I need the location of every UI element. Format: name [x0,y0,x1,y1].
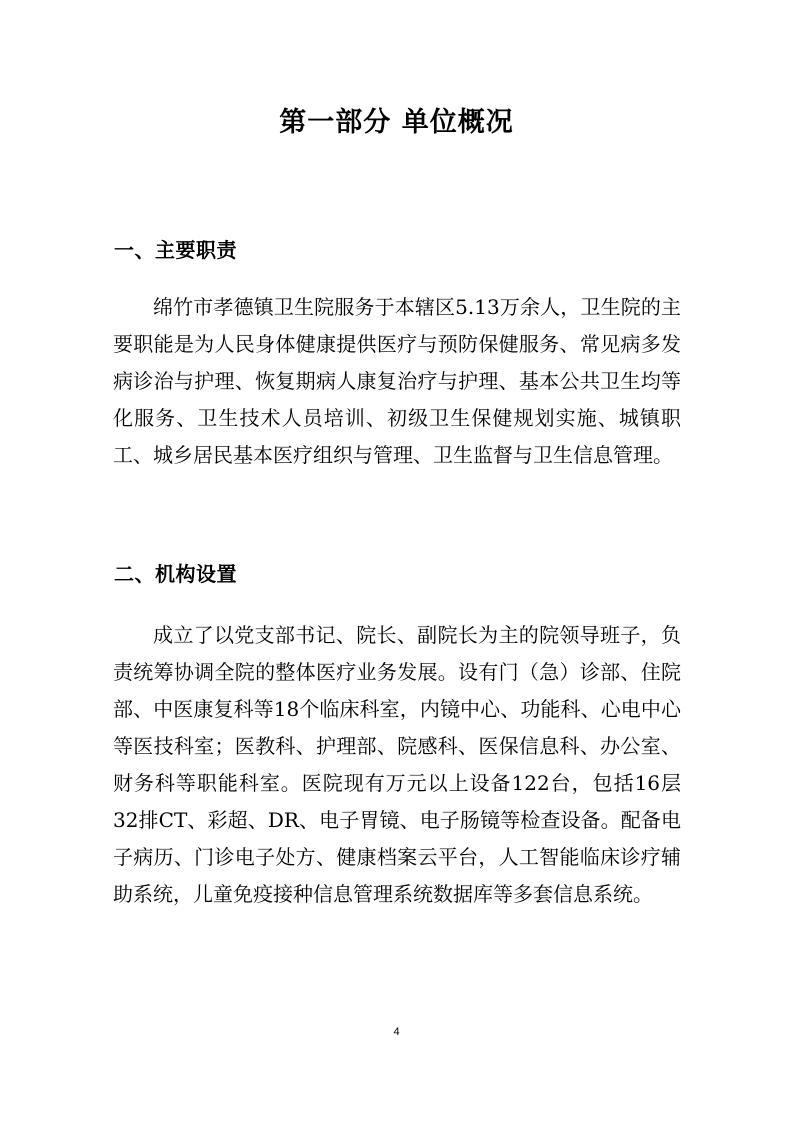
section-paragraph-responsibilities: 绵竹市孝德镇卫生院服务于本辖区5.13万余人，卫生院的主要职能是为人民身体健康提供医疗与预防保健服务、常见病多发病诊治与护理、恢复期病人康复治疗与护理、基本公共卫生均等化服务、卫生技术人员培训、初级卫生保健规划实施、城镇职工、城乡居民基本医疗组织与管理、卫生监督与卫生信息管理。 [113,295,681,467]
section-heading-responsibilities: 一、主要职责 [114,238,237,262]
page-number: 4 [393,1026,400,1038]
section-heading-organization: 二、机构设置 [114,562,237,586]
section-paragraph-organization: 成立了以党支部书记、院长、副院长为主的院领导班子，负责统筹协调全院的整体医疗业务发展。设有门（急）诊部、住院部、中医康复科等18个临床科室，内镜中心、功能科、心电中心等医技科室；医教科、护理部、院感科、医保信息科、办公室、财务科等职能科室。医院现有万元以上设备122台，包括16层32排CT、彩超、DR、电子胃镜、电子肠镜等检查设备。配备电子病历、门诊电子处方、健康档案云平台，人工智能临床诊疗辅助系统，儿童免疫接种信息管理系统数据库等多套信息系统。 [113,623,681,906]
page-title: 第一部分 单位概况 [279,107,514,138]
